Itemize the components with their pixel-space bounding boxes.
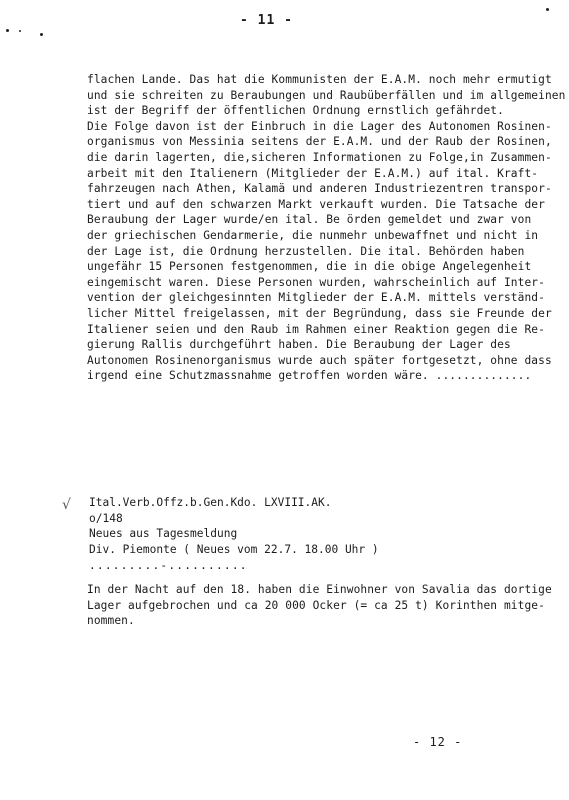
- text-line: irgend eine Schutzmassnahme getroffen worden wäre. ..............: [87, 369, 532, 383]
- text-line: In der Nacht auf den 18. haben die Einwohner von Savalia das dortige: [87, 583, 552, 596]
- text-line: die darin lagerten, die,sicheren Informationen zu Folge,in Zusammen-: [87, 150, 552, 164]
- report-division: Div. Piemonte ( Neues vom 22.7. 18.00 Uhr ): [89, 543, 379, 557]
- text-line: [87, 384, 547, 400]
- page-speck: [40, 33, 43, 36]
- report-subject: Neues aus Tagesmeldung: [89, 527, 238, 541]
- text-line: Lager aufgebrochen und ca 20 000 Ocker (= ca 25 t) Korinthen mitge-: [87, 598, 545, 612]
- text-line: eingemischt waren. Diese Personen wurden, wahrscheinlich auf Inter-: [87, 275, 545, 289]
- text-line: ist der Begriff der öffentlichen Ordnung ernstlich gefährdet.: [87, 104, 504, 118]
- text-line: Autonomen Rosinenorganismus wurde auch später fortgesetzt, ohne dass: [87, 353, 552, 367]
- page-speck: [546, 8, 549, 11]
- text-line: und sie schreiten zu Beraubungen und Raubüberfällen und im allgemeinen: [87, 88, 566, 102]
- page-number: - 11 -: [240, 13, 293, 28]
- text-line: vention der gleichgesinnten Mitglieder der E.A.M. mittels verständ-: [87, 291, 545, 305]
- text-line: der Lage ist, die Ordnung herzustellen. Die ital. Behörden haben: [87, 244, 525, 258]
- report-source: Ital.Verb.Offz.b.Gen.Kdo. LXVIII.AK.: [89, 496, 332, 509]
- text-line: ungefähr 15 Personen festgenommen, die in die obige Angelegenheit: [87, 260, 532, 274]
- text-line: gierung Rallis durchgeführt haben. Die Beraubung der Lager des: [87, 338, 511, 352]
- text-line: fahrzeugen nach Athen, Kalamä und anderen Industriezentren transpor-: [87, 182, 552, 196]
- body-paragraph: [87, 72, 566, 399]
- text-line: organismus von Messinia seitens der E.A.M. und der Raub der Rosinen,: [87, 135, 552, 149]
- report-header: [89, 495, 549, 573]
- text-line: nommen.: [87, 614, 135, 628]
- report-separator: .........-..........: [89, 558, 248, 572]
- text-line: Die Folge davon ist der Einbruch in die Lager des Autonomen Rosinen-: [87, 119, 552, 133]
- page-speck: [19, 30, 21, 32]
- report-paragraph: [87, 582, 552, 629]
- text-line: tiert und auf den schwarzen Markt verkauft wurden. Die Tatsache der: [87, 197, 545, 211]
- check-mark: √: [62, 497, 71, 513]
- text-line: Italiener seien und den Raub im Rahmen einer Reaktion gegen die Re-: [87, 322, 545, 336]
- text-line: flachen Lande. Das hat die Kommunisten der E.A.M. noch mehr ermutigt: [87, 73, 552, 86]
- report-reference: o/148: [89, 511, 123, 525]
- text-line: Beraubung der Lager wurde/en ital. Be örden gemeldet und zwar von: [87, 213, 532, 227]
- text-line: licher Mittel freigelassen, mit der Begründung, dass sie Freunde der: [87, 306, 552, 320]
- page-speck: [6, 29, 9, 32]
- text-line: der griechischen Gendarmerie, die nunmehr unbewaffnet und nicht in: [87, 228, 539, 242]
- next-page-number: - 12 -: [413, 735, 463, 749]
- text-line: arbeit mit den Italienern (Mitglieder der E.A.M.) auf ital. Kraft-: [87, 166, 539, 180]
